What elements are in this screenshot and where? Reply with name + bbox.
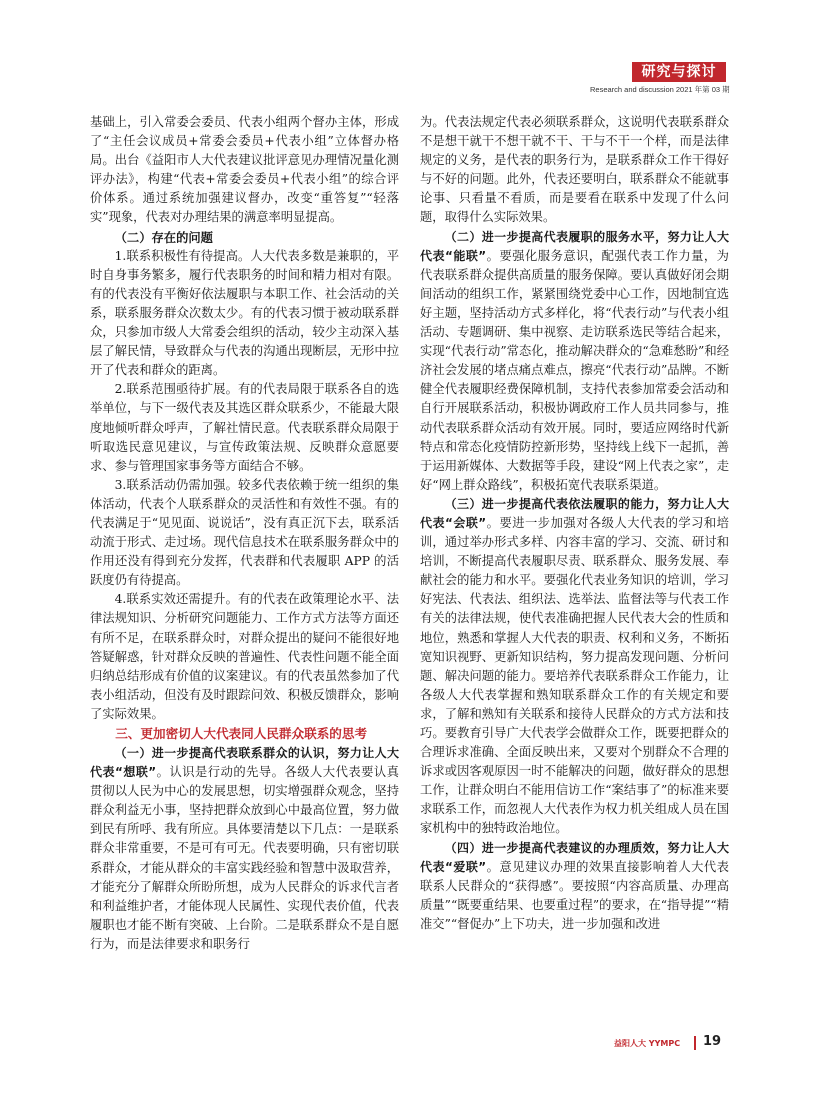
paragraph: 3.联系活动仍需加强。较多代表依赖于统一组织的集体活动，代表个人联系群众的灵活性和有效性不强。有的代表满足于“见见面、说说话”，没有真正沉下去，联系活动流于形式、走过场。现代信息技术在联系服务群众中的作用还没有得到充分发挥，代表群和代表履职 APP 的活跃度仍有待提高。 xyxy=(90,477,399,588)
paragraph: 1.联系积极性有待提高。人大代表多数是兼职的，平时自身事务繁多，履行代表职务的时间和精力相对有限。有的代表没有平衡好依法履职与本职工作、社会活动的关系，联系服务群众次数太少。有的代表习惯于被动联系群众，只参加市级人大常委会组织的活动，较少主动深入基层了解民情，导致群众与代表的沟通出现断层，无形中拉开了代表和群众的距离。 xyxy=(90,248,399,378)
footer-divider xyxy=(694,1036,696,1050)
issue-subtitle: Research and discussion 2021 年第 03 期 xyxy=(590,85,730,94)
paragraph-lead: （四）进一步提高代表建议的办理质效，努力让人大代表“爱联” xyxy=(420,840,729,874)
left-column xyxy=(90,113,399,954)
paragraph-lead: （二）进一步提高代表履职的服务水平，努力让人大代表“能联” xyxy=(420,229,729,263)
magazine-name: 益阳人大 YYMPC xyxy=(614,1039,681,1048)
paragraph xyxy=(90,744,399,954)
paragraph: 为。代表法规定代表必须联系群众，这说明代表联系群众不是想干就干不想干就不干、干与不干一个样，而是法律规定的义务，是代表的职务行为，是联系群众工作干得好与不好的问题。此外，代表还要明白，联系群众不能就事论事、只看量不看质，而是要看在联系中发现了什么问题，取得什么实际效果。 xyxy=(420,115,729,225)
paragraph xyxy=(420,839,729,934)
section-heading: 三、更加密切人大代表同人民群众联系的思考 xyxy=(115,726,368,741)
paragraph xyxy=(420,495,729,839)
paragraph: 基础上，引入常委会委员、代表小组两个督办主体，形成了“主任会议成员+常委会委员+代表小组”立体督办格局。出台《益阳市人大代表建议批评意见办理情况量化测评办法》，构建“代表+常委会委员+代表小组”的综合评价体系。通过系统加强建议督办，改变“重答复”“轻落实”现象，代表对办理结果的满意率明显提高。 xyxy=(90,115,399,225)
paragraph-body: 。要进一步加强对各级人大代表的学习和培训，通过举办形式多样、内容丰富的学习、交流、研讨和培训，不断提高代表履职尽责、联系群众、服务发展、奉献社会的能力和水平。要强化代表业务知识的培训，学习好宪法、代表法、组织法、选举法、监督法等与代表工作有关的法律法规，使代表准确把握人民代表大会的性质和地位，熟悉和掌握人大代表的职责、权利和义务，不断拓宽知识视野、更新知识结构，努力提高发现问题、分析问题、解决问题的能力。要培养代表联系群众工作能力，让各级人大代表掌握和熟知联系群众工作的有关规定和要求，了解和熟知有关联系和接待人民群众的方式方法和技巧。要教育引导广大代表学会做群众工作，既要把群众的合理诉求准确、全面反映出来，又要对个别群众不合理的诉求或因客观原因一时不能解决的问题，做好群众的思想工作，让群众明白不能用信访工作“案结事了”的标准来要求联系工作，而忽视人大代表作为权力机关组成人员在国家机构中的独特政治地位。 xyxy=(420,515,729,836)
section-tag: 研究与探讨 xyxy=(632,62,726,82)
page-footer xyxy=(614,1034,726,1052)
paragraph-lead: （一）进一步提高代表联系群众的认识，努力让人大代表“想联” xyxy=(90,746,399,780)
right-column xyxy=(420,113,729,934)
paragraph: 4.联系实效还需提升。有的代表在政策理论水平、法律法规知识、分析研究问题能力、工作方式方法等方面还有所不足，在联系群众时，对群众提出的疑问不能很好地答疑解惑，针对群众反映的普遍性、代表性问题不能全面归纳总结形成有价值的议案建议。有的代表虽然参加了代表小组活动，但没有及时跟踪问效、积极反馈群众，影响了实际效果。 xyxy=(90,592,399,721)
paragraph-body: 。意见建议办理的效果直接影响着人大代表联系人民群众的“获得感”。要按照“内容高质量、办理高质量”“既要重结果、也要重过程”的要求，在“指导提”“精准交”“督促办”上下功夫，进一步加强和改进 xyxy=(420,859,729,931)
paragraph xyxy=(420,228,729,495)
paragraph-lead: （三）进一步提高代表依法履职的能力，努力让人大代表“会联” xyxy=(420,496,729,530)
paragraph: 2.联系范围亟待扩展。有的代表局限于联系各自的选举单位，与下一级代表及其选区群众联系少，不能最大限度地倾听群众呼声，了解社情民意。代表联系群众局限于听取选民意见建议，与宣传政策法规、反映群众意愿要求、参与管理国家事务等方面结合不够。 xyxy=(90,382,399,473)
paragraph-body: 。要强化服务意识，配强代表工作力量，为代表联系群众提供高质量的服务保障。要认真做好闭会期间活动的组织工作，紧紧围绕党委中心工作，因地制宜选好主题，坚持活动方式多样化，将“代表行动”与代表小组活动、专题调研、集中视察、走访联系选民等结合起来，实现“代表行动”常态化，推动解决群众的“急难愁盼”和经济社会发展的堵点痛点难点，擦亮“代表行动”品牌。不断健全代表履职经费保障机制，支持代表参加常委会活动和自行开展联系活动，积极协调政府工作人员共同参与，推动代表联系群众活动有效开展。同时，要适应网络时代新特点和常态化疫情防控新形势，坚持线上线下一起抓，善于运用新媒体、大数据等手段，建设“网上代表之家”，走好“网上群众路线”，积极拓宽代表联系渠道。 xyxy=(420,248,729,492)
page-number: 19 xyxy=(703,1034,722,1049)
paragraph-body: 。认识是行动的先导。各级人大代表要认真贯彻以人民为中心的发展思想，切实增强群众观念，坚持群众利益无小事，坚持把群众放到心中最高位置，努力做到民有所呼、我有所应。具体要清楚以下几点：一是联系群众非常重要，不是可有可无。代表要明确，只有密切联系群众，才能从群众的丰富实践经验和智慧中汲取营养，才能充分了解群众所盼所想，成为人民群众的诉求代言者和利益维护者，才能体现人民属性、实现代表价值，代表履职也才能不断有突破、上台阶。二是联系群众不是自愿行为，而是法律要求和职务行 xyxy=(90,765,399,951)
subsection-heading: （二）存在的问题 xyxy=(114,229,213,245)
